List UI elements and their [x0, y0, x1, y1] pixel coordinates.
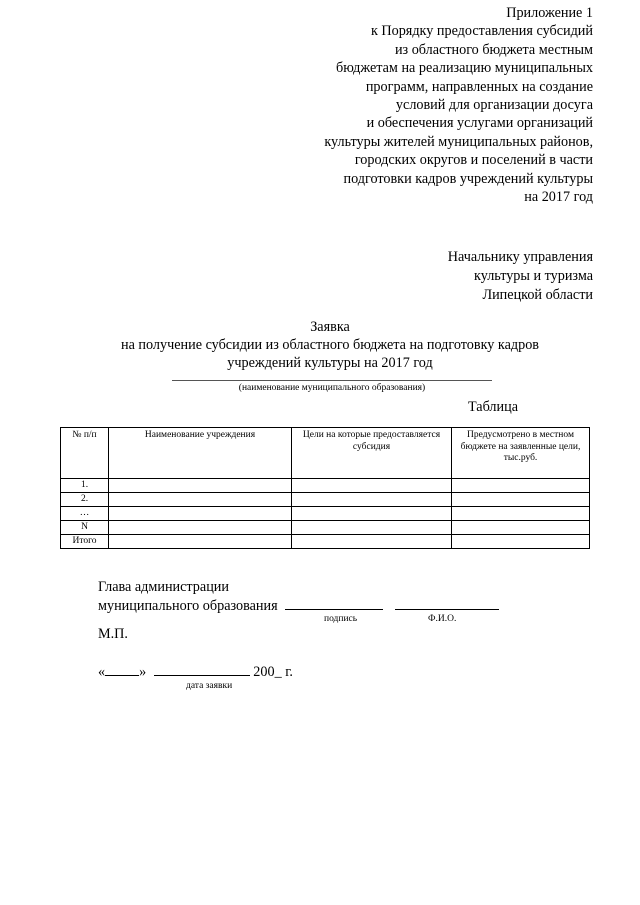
- cell-institution: [109, 479, 292, 493]
- header-budget: Предусмотрено в местном бюджете на заявленные цели, тыс.руб.: [452, 428, 590, 479]
- cell-purpose: [292, 493, 452, 507]
- date-year: 200_ г.: [253, 664, 293, 680]
- signature-caption: подпись: [324, 614, 358, 624]
- table-row: [61, 507, 590, 521]
- table-row: [61, 493, 590, 507]
- document-title: [0, 318, 640, 372]
- addressee-line: культуры и туризма: [474, 267, 593, 284]
- title-line: на получение субсидии из областного бюджета на подготовку кадров: [121, 337, 539, 353]
- date-open-quote: «: [98, 664, 106, 680]
- cell-budget: [452, 507, 590, 521]
- appendix-line: программ, направленных на создание: [365, 78, 593, 95]
- signatory-title-2: муниципального образования: [98, 598, 278, 614]
- cell-budget: [452, 479, 590, 493]
- name-fill-line: [395, 596, 499, 610]
- title-line: учреждений культуры на 2017 год: [227, 355, 433, 371]
- table-label: Таблица: [467, 399, 518, 415]
- cell-institution: [109, 507, 292, 521]
- appendix-header: [324, 4, 593, 206]
- title-heading: Заявка: [310, 319, 350, 335]
- cell-budget: [452, 493, 590, 507]
- cell-purpose: [292, 535, 452, 549]
- appendix-line: условий для организации досуга: [395, 97, 593, 114]
- row-number: 1.: [61, 479, 109, 493]
- appendix-line: к Порядку предоставления субсидий: [370, 23, 593, 40]
- appendix-line: и обеспечения услугами организаций: [366, 115, 593, 132]
- cell-institution: [109, 493, 292, 507]
- appendix-line: на 2017 год: [524, 189, 593, 206]
- municipality-caption: (наименование муниципального образования): [238, 383, 426, 393]
- date-line: [98, 662, 293, 681]
- header-number: № п/п: [61, 428, 109, 479]
- addressee-block: [448, 248, 593, 304]
- cell-purpose: [292, 521, 452, 535]
- date-close-quote: »: [139, 664, 147, 680]
- cell-institution: [109, 535, 292, 549]
- signatory-title: Глава администрации: [98, 579, 229, 595]
- appendix-line: городских округов и поселений в части: [354, 152, 593, 169]
- appendix-line: подготовки кадров учреждений культуры: [343, 170, 593, 187]
- month-fill-line: [154, 662, 250, 676]
- signatory-line: [98, 596, 499, 615]
- municipality-fill-line: [172, 380, 492, 381]
- appendix-line: бюджетам на реализацию муниципальных: [336, 60, 593, 77]
- appendix-line: Приложение 1: [506, 5, 593, 21]
- cell-budget: [452, 535, 590, 549]
- row-number: …: [61, 507, 109, 521]
- cell-institution: [109, 521, 292, 535]
- table-row: [61, 521, 590, 535]
- signature-fill-line: [285, 596, 383, 610]
- cell-budget: [452, 521, 590, 535]
- addressee-line: Начальнику управления: [447, 249, 593, 265]
- signature-block: [98, 578, 499, 615]
- table-total-row: [61, 535, 590, 549]
- stamp-place: М.П.: [98, 626, 128, 642]
- addressee-line: Липецкой области: [482, 286, 593, 303]
- row-number: 2.: [61, 493, 109, 507]
- application-table: [60, 427, 590, 549]
- name-caption: Ф.И.О.: [428, 614, 457, 624]
- appendix-line: культуры жителей муниципальных районов,: [324, 133, 593, 150]
- cell-purpose: [292, 507, 452, 521]
- row-number: N: [61, 521, 109, 535]
- table-header-row: [61, 428, 590, 479]
- cell-purpose: [292, 479, 452, 493]
- date-caption: дата заявки: [186, 681, 233, 691]
- row-total-label: Итого: [61, 535, 109, 549]
- appendix-line: из областного бюджета местным: [394, 41, 593, 58]
- header-institution: Наименование учреждения: [109, 428, 292, 479]
- table-row: [61, 479, 590, 493]
- day-fill-line: [105, 662, 139, 676]
- header-purpose: Цели на которые предоставляется субсидия: [292, 428, 452, 479]
